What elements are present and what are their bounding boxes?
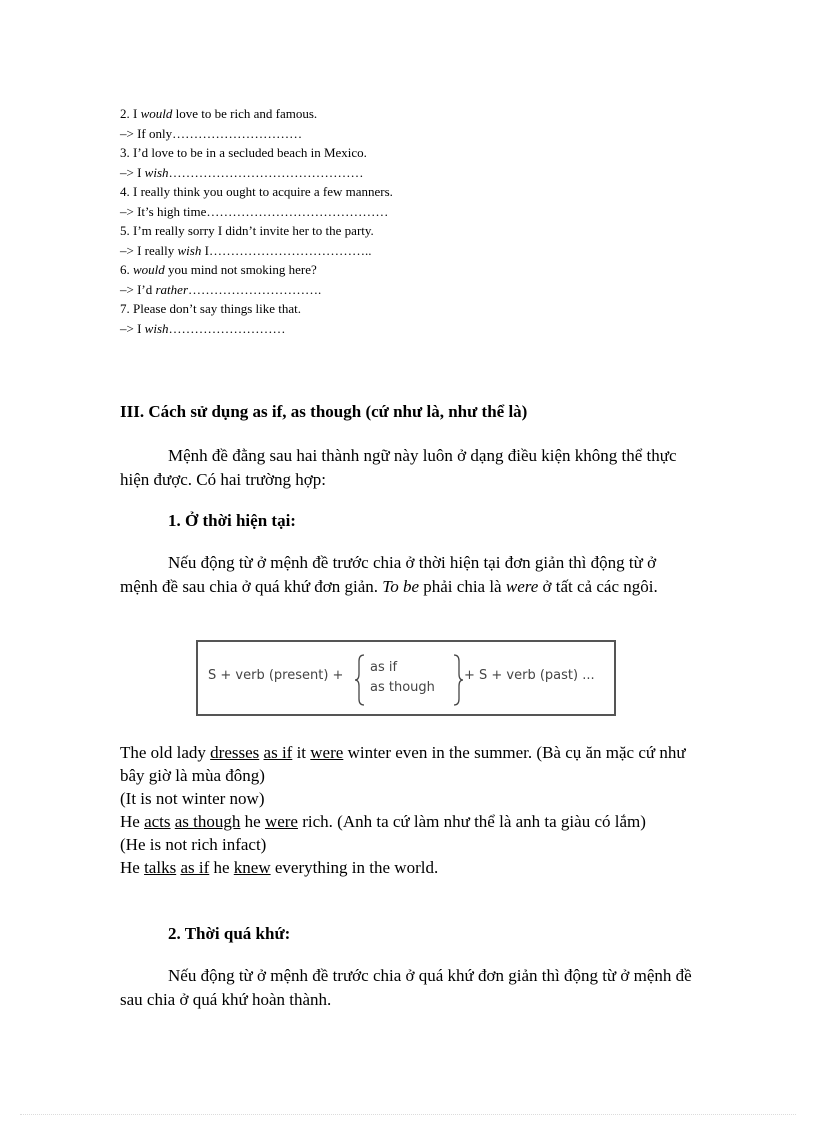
- exercise-line: –> I really wish I………………………………..: [120, 242, 372, 258]
- section-heading: III. Cách sử dụng as if, as though (cứ như là, như thể là): [120, 402, 528, 421]
- section-intro: Mệnh đề đằng sau hai thành ngữ này luôn ở dạng điều kiện không thể thực hiện được. Có hai trường hợp:: [120, 446, 677, 489]
- subsection-heading-present: 1. Ở thời hiện tại:: [168, 511, 296, 530]
- formula-left: S + verb (present) +: [208, 668, 344, 683]
- exercise-line: –> If only…………………………: [120, 125, 303, 141]
- exercise-line: 6. would you mind not smoking here?: [120, 262, 317, 277]
- exercise-line: –> It’s high time……………………………………: [120, 203, 389, 219]
- formula-right: + S + verb (past) ...: [464, 668, 595, 683]
- example-note: (He is not rich infact): [120, 835, 267, 854]
- formula-option-as-though: as though: [370, 680, 435, 695]
- exercise-line: –> I’d rather………………………….: [120, 281, 322, 297]
- formula-box: [196, 640, 616, 716]
- exercise-line: –> I wish………………………: [120, 320, 286, 336]
- exercise-line: 4. I really think you ought to acquire a few manners.: [120, 184, 393, 199]
- example-sentence: The old lady dresses as if it were winter even in the summer. (Bà cụ ăn mặc cứ như bây giờ là mùa đông): [120, 743, 686, 785]
- exercise-line: 5. I’m really sorry I didn’t invite her to the party.: [120, 223, 374, 238]
- exercise-line: 2. I would love to be rich and famous.: [120, 106, 318, 121]
- present-explanation: Nếu động từ ở mệnh đề trước chia ở thời hiện tại đơn giản thì động từ ở mệnh đề sau chia ở quá khứ đơn giản. To be phải chia là were ở tất cả các ngôi.: [120, 553, 658, 596]
- left-brace-icon: [354, 654, 366, 706]
- exercise-line: –> I wish………………………………………: [120, 164, 364, 180]
- exercise-line: 7. Please don’t say things like that.: [120, 301, 302, 316]
- example-sentence: He acts as though he were rich. (Anh ta cứ làm như thể là anh ta giàu có lắm): [120, 812, 646, 831]
- right-brace-icon: [452, 654, 464, 706]
- exercise-line: 3. I’d love to be in a secluded beach in Mexico.: [120, 145, 367, 160]
- page-bottom-divider: [20, 1114, 796, 1115]
- subsection-heading-past: 2. Thời quá khứ:: [168, 924, 291, 943]
- examples: [120, 741, 692, 879]
- exercise-list: [120, 104, 393, 338]
- example-sentence: He talks as if he knew everything in the world.: [120, 858, 439, 877]
- past-explanation: Nếu động từ ở mệnh đề trước chia ở quá khứ đơn giản thì động từ ở mệnh đề sau chia ở quá khứ hoàn thành.: [120, 966, 692, 1009]
- formula-option-as-if: as if: [370, 660, 398, 675]
- example-note: (It is not winter now): [120, 789, 265, 808]
